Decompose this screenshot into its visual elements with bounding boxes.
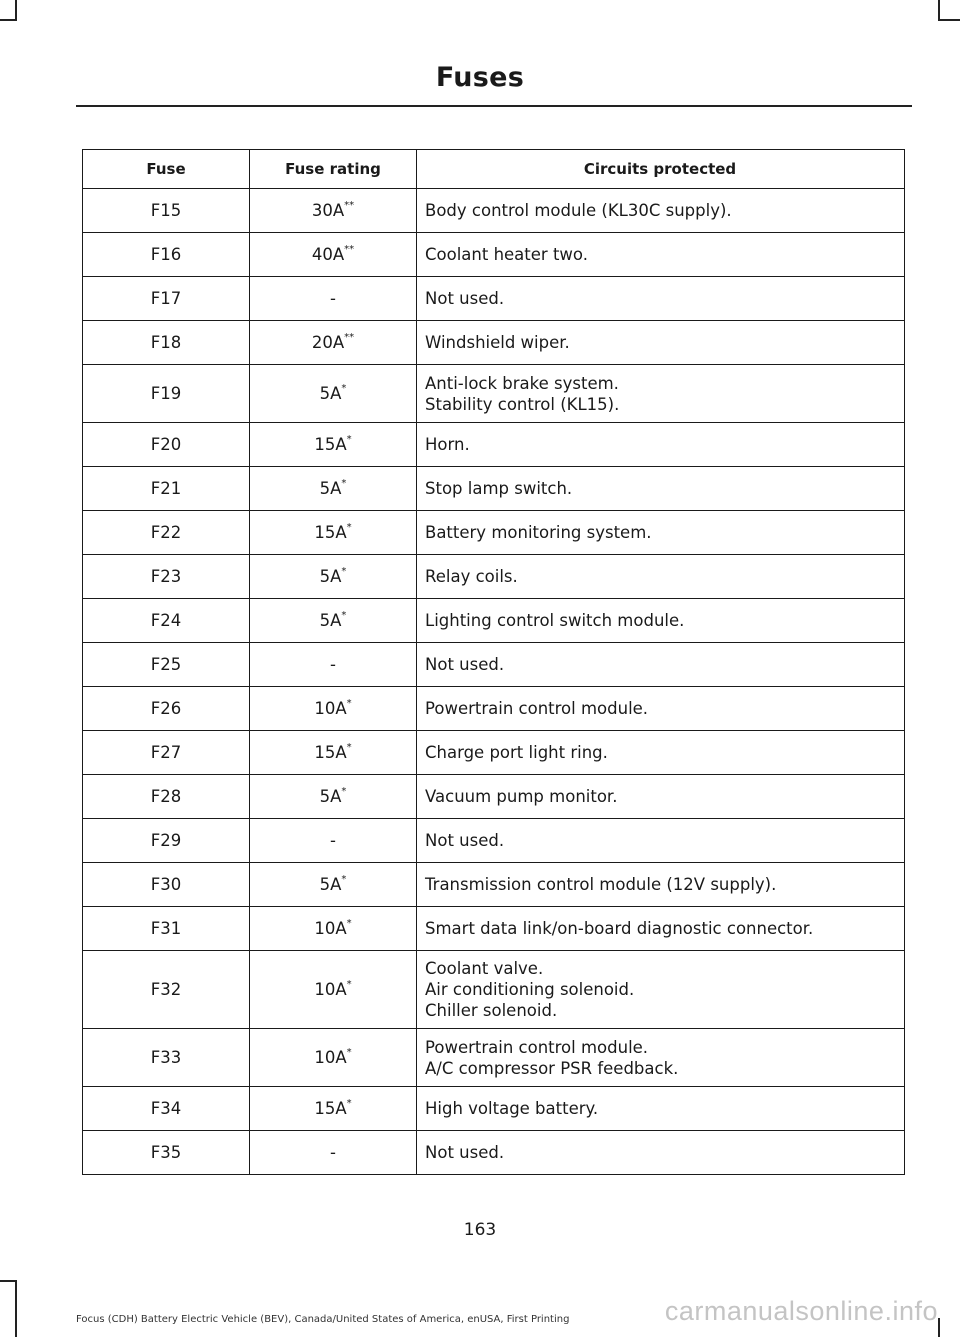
circuit-line: Not used. [425,831,505,850]
fuse-number: F25 [83,643,250,687]
table-row [83,1131,905,1175]
fuse-rating: 5A [319,567,342,586]
circuits-protected-cell [417,189,905,233]
header-rule [76,105,912,107]
rating-footnote-mark: * [346,742,352,753]
fuse-number: F18 [83,321,250,365]
table-row [83,365,905,423]
fuse-rating: 20A [311,333,345,352]
circuits-protected-cell [417,1087,905,1131]
fuse-rating-cell [250,643,417,687]
crop-mark-top-right-vertical [938,0,940,20]
fuse-rating-cell [250,775,417,819]
table-row [83,599,905,643]
circuits-protected-cell [417,863,905,907]
circuits-protected-cell [417,907,905,951]
table-row [83,233,905,277]
fuse-number: F22 [83,511,250,555]
fuse-rating: 15A [314,1099,347,1118]
circuit-line: Anti-lock brake system. [425,373,619,393]
rating-footnote-mark: * [346,918,352,929]
fuse-rating-cell [250,1029,417,1087]
table-row [83,1087,905,1131]
table-row [83,687,905,731]
fuse-rating-cell [250,467,417,511]
fuse-number: F23 [83,555,250,599]
fuse-rating: 10A [314,980,347,999]
table-row [83,511,905,555]
header-fuse: Fuse [83,150,250,189]
circuit-line: Charge port light ring. [425,743,608,762]
circuits-protected-cell [417,467,905,511]
fuse-rating: 10A [314,699,347,718]
table-header-row [83,150,905,189]
fuse-rating-cell [250,511,417,555]
circuit-line: Horn. [425,435,470,454]
circuit-line: Windshield wiper. [425,333,570,352]
fuse-rating-cell [250,599,417,643]
rating-footnote-mark: * [346,1098,352,1109]
fuse-number: F28 [83,775,250,819]
table-row [83,731,905,775]
rating-footnote-mark: * [341,786,347,797]
circuit-line: Relay coils. [425,567,518,586]
table-row [83,423,905,467]
fuse-number: F26 [83,687,250,731]
table-row [83,775,905,819]
fuse-rating-cell [250,321,417,365]
table-row [83,467,905,511]
table-row [83,321,905,365]
circuit-line: High voltage battery. [425,1099,599,1118]
circuit-line: Lighting control switch module. [425,611,685,630]
watermark: carmanualsonline.info [664,1296,938,1326]
rating-footnote-mark: ** [344,332,355,343]
fuse-rating-cell [250,365,417,423]
rating-footnote-mark: * [346,522,352,533]
circuits-protected-cell [417,233,905,277]
crop-mark-top-left-horizontal [0,19,17,21]
fuse-number: F30 [83,863,250,907]
circuits-protected-cell [417,599,905,643]
fuse-number: F16 [83,233,250,277]
circuit-line: Powertrain control module. [425,1037,649,1057]
rating-footnote-mark: ** [344,200,355,211]
crop-mark-top-left-vertical [15,0,17,20]
circuit-line: Body control module (KL30C supply). [425,201,732,220]
fuse-rating: - [330,289,336,308]
circuit-line: Coolant heater two. [425,245,588,264]
circuits-protected-cell [417,951,905,1029]
fuse-rating-cell [250,1131,417,1175]
circuit-line: Coolant valve. [425,959,544,978]
fuse-number: F15 [83,189,250,233]
rating-footnote-mark: ** [344,244,355,255]
circuit-line: Transmission control module (12V supply). [425,875,777,894]
fuse-number: F31 [83,907,250,951]
fuse-rating: 5A [319,611,342,630]
fuse-number: F21 [83,467,250,511]
circuit-line: Chiller solenoid. [425,1001,558,1020]
table-row [83,951,905,1029]
circuits-protected-cell [417,423,905,467]
fuse-rating: 15A [314,523,347,542]
rating-footnote-mark: * [341,383,347,394]
circuits-protected-cell [417,1029,905,1087]
fuse-number: F20 [83,423,250,467]
circuit-line: Not used. [425,655,505,674]
circuits-protected-cell [417,277,905,321]
circuit-line: Stability control (KL15). [425,394,620,414]
circuits-protected-cell [417,687,905,731]
circuit-line: Air conditioning solenoid. [425,980,635,999]
crop-mark-top-right-horizontal [938,19,960,21]
circuit-line: Battery monitoring system. [425,523,652,542]
fuse-rating-cell [250,951,417,1029]
crop-mark-bottom-left-vertical [15,1280,17,1337]
crop-mark-bottom-left-horizontal [0,1280,17,1282]
fuse-rating: - [330,831,336,850]
circuits-protected-cell [417,365,905,423]
publication-footer: Focus (CDH) Battery Electric Vehicle (BEV), Canada/United States of America, enUSA, First Printing [76,1314,570,1325]
page-title: Fuses [435,62,525,93]
fuse-number: F35 [83,1131,250,1175]
fuse-rating-cell [250,731,417,775]
fuse-rating-cell [250,819,417,863]
fuse-rating-cell [250,423,417,467]
fuse-rating-cell [250,687,417,731]
fuse-number: F27 [83,731,250,775]
crop-mark-bottom-right-vertical [938,1318,940,1337]
fuse-number: F29 [83,819,250,863]
fuse-rating: 5A [319,384,342,403]
fuse-number: F34 [83,1087,250,1131]
fuse-number: F33 [83,1029,250,1087]
circuits-protected-cell [417,819,905,863]
fuse-rating-cell [250,907,417,951]
rating-footnote-mark: * [341,566,347,577]
table-row [83,189,905,233]
table-row [83,277,905,321]
table-row [83,819,905,863]
fuse-rating-cell [250,555,417,599]
circuit-line: Stop lamp switch. [425,479,573,498]
table-row [83,555,905,599]
fuse-rating: 10A [314,919,347,938]
fuse-number: F17 [83,277,250,321]
header-fuse-rating: Fuse rating [250,150,417,189]
circuits-protected-cell [417,1131,905,1175]
fuse-rating: 40A [311,245,345,264]
fuse-rating: 15A [314,435,347,454]
fuse-number: F24 [83,599,250,643]
circuits-protected-cell [417,731,905,775]
fuse-rating-cell [250,1087,417,1131]
fuse-rating-cell [250,233,417,277]
fuse-table-body [83,189,905,1175]
table-row [83,643,905,687]
circuit-line: Not used. [425,289,505,308]
fuse-rating-cell [250,189,417,233]
circuit-line: Not used. [425,1143,505,1162]
circuit-line: A/C compressor PSR feedback. [425,1058,679,1078]
fuse-rating: - [330,655,336,674]
fuse-table [82,149,905,1175]
circuit-line: Vacuum pump monitor. [425,787,618,806]
fuse-number: F32 [83,951,250,1029]
page-number: 163 [463,1220,497,1240]
fuse-rating: 5A [319,479,342,498]
rating-footnote-mark: * [341,874,347,885]
table-row [83,907,905,951]
fuse-rating: 30A [311,201,345,220]
header-circuits-protected: Circuits protected [417,150,905,189]
fuse-rating: 15A [314,743,347,762]
circuits-protected-cell [417,555,905,599]
fuse-number: F19 [83,365,250,423]
circuits-protected-cell [417,321,905,365]
circuit-line: Powertrain control module. [425,699,649,718]
rating-footnote-mark: * [341,478,347,489]
fuse-rating-cell [250,863,417,907]
rating-footnote-mark: * [346,1047,352,1058]
rating-footnote-mark: * [346,434,352,445]
fuse-rating-cell [250,277,417,321]
rating-footnote-mark: * [346,698,352,709]
rating-footnote-mark: * [341,610,347,621]
fuse-rating: 5A [319,787,342,806]
circuit-line: Smart data link/on-board diagnostic connector. [425,919,814,938]
circuits-protected-cell [417,511,905,555]
fuse-rating: 5A [319,875,342,894]
table-row [83,1029,905,1087]
rating-footnote-mark: * [346,979,352,990]
circuits-protected-cell [417,643,905,687]
circuits-protected-cell [417,775,905,819]
fuse-rating: - [330,1143,336,1162]
table-row [83,863,905,907]
fuse-rating: 10A [314,1048,347,1067]
